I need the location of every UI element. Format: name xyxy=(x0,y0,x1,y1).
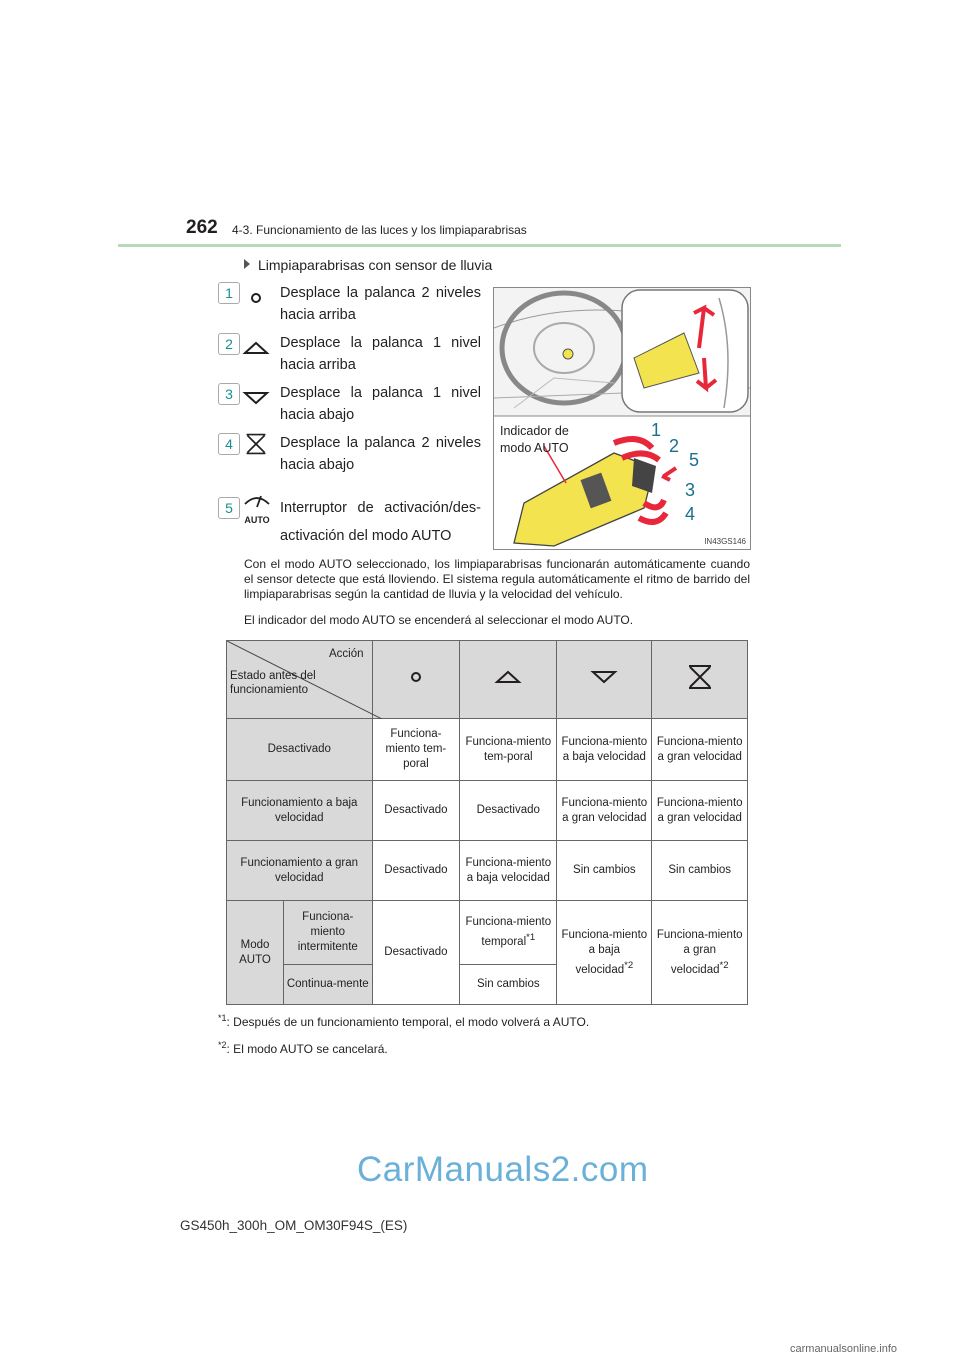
footnote-mark: *2 xyxy=(624,959,634,971)
auto-wiper-icon xyxy=(240,492,274,525)
table-cell xyxy=(652,901,748,1005)
table-cell: Funciona-miento a gran velocidad xyxy=(557,781,652,841)
triangle-up-icon xyxy=(241,336,271,360)
sub-label-continuous: Continua-mente xyxy=(284,965,373,1005)
row-label: Funcionamiento a gran velocidad xyxy=(227,841,373,901)
item-number-1: 1 xyxy=(218,282,240,304)
table-cell: Desactivado xyxy=(372,841,460,901)
model-code: GS450h_300h_OM_OM30F94S_(ES) xyxy=(180,1218,408,1233)
col-header-up xyxy=(460,641,557,719)
paragraph-1: Con el modo AUTO seleccionado, los limpiaparabrisas funcionarán automáticamente cuando el sensor detecte que está lloviendo. El sistema regula automáticamente el ritmo de barrido del limpiaparabrisas según la cantidad de lluvia y la velocidad del vehículo. xyxy=(244,557,750,601)
footnote-mark: *2 xyxy=(719,959,729,971)
lever-illustration xyxy=(494,288,750,549)
item-text-1: Desplace la palanca 2 niveles hacia arriba xyxy=(280,285,481,323)
mist-circle-icon xyxy=(401,667,431,687)
item-text-3: Desplace la palanca 1 nivel hacia abajo xyxy=(280,385,481,423)
col-header-double-down xyxy=(652,641,748,719)
table-cell: Desactivado xyxy=(372,901,460,1005)
table-row xyxy=(227,781,748,841)
item-text-5: Interruptor de activación/des-activación del modo AUTO xyxy=(280,500,481,544)
sub-label-intermittent: Funciona-miento intermitente xyxy=(284,901,373,965)
watermark: CarManuals2.com xyxy=(357,1150,649,1189)
footnote-mark: *1 xyxy=(218,1013,227,1023)
table-row xyxy=(227,841,748,901)
mist-circle-icon xyxy=(241,286,271,310)
table-cell xyxy=(557,901,652,1005)
auto-indicator-callout: Indicador de modo AUTO xyxy=(500,424,569,455)
table-cell: Sin cambios xyxy=(557,841,652,901)
double-triangle-down-icon xyxy=(241,432,271,456)
figure-number-4: 4 xyxy=(684,503,695,524)
item-number-2: 2 xyxy=(218,333,240,355)
paragraph-2: El indicador del modo AUTO se encenderá al seleccionar el modo AUTO. xyxy=(244,613,634,627)
section-title: 4-3. Funcionamiento de las luces y los limpiaparabrisas xyxy=(232,223,527,237)
table-cell: Funciona-miento a gran velocidad xyxy=(652,781,748,841)
table-cell: Desactivado xyxy=(372,781,460,841)
figure-code: IN43GS146 xyxy=(704,537,746,546)
table-cell: Sin cambios xyxy=(652,841,748,901)
table-cell xyxy=(460,901,557,965)
table-cell: Sin cambios xyxy=(460,965,557,1005)
item-number-4: 4 xyxy=(218,433,240,455)
item-number-5: 5 xyxy=(218,497,240,519)
subheading xyxy=(244,257,492,273)
triangle-up-icon xyxy=(493,667,523,687)
figure-number-2: 2 xyxy=(668,435,679,456)
footnote-text: : El modo AUTO se cancelará. xyxy=(226,1042,388,1056)
cell-text: Funciona-miento temporal xyxy=(465,916,552,948)
subheading-text: Limpiaparabrisas con sensor de lluvia xyxy=(258,257,493,273)
table-cell: Funciona-miento tem-poral xyxy=(460,719,557,781)
table-corner xyxy=(227,641,373,719)
watermark-site: carmanualsonline.info xyxy=(790,1343,898,1355)
row-label-auto: Modo AUTO xyxy=(227,901,284,1005)
col-header-mist xyxy=(372,641,460,719)
footnote-text: : Después de un funcionamiento temporal, el modo volverá a AUTO. xyxy=(226,1015,590,1029)
col-header-down xyxy=(557,641,652,719)
table-row xyxy=(227,719,748,781)
page-number: 262 xyxy=(186,217,218,238)
figure-number-1: 1 xyxy=(650,419,661,440)
double-triangle-down-icon xyxy=(685,663,715,691)
figure-number-3: 3 xyxy=(684,479,695,500)
footnote-mark: *1 xyxy=(526,932,536,944)
cell-text: Funciona-miento a baja velocidad xyxy=(561,928,648,976)
table-cell: Funciona-miento tem-poral xyxy=(372,719,460,781)
corner-bottom-label: Estado antes del funcionamiento xyxy=(230,670,316,696)
corner-top-label: Acción xyxy=(328,648,364,660)
auto-label: AUTO xyxy=(244,515,270,525)
wiper-lever-figure xyxy=(493,287,751,550)
triangle-down-icon xyxy=(589,667,619,687)
action-table xyxy=(226,640,748,1005)
figure-number-5: 5 xyxy=(688,449,699,470)
triangle-down-icon xyxy=(241,386,271,410)
header-rule xyxy=(118,244,841,247)
item-text-4: Desplace la palanca 2 niveles hacia abajo xyxy=(280,435,481,473)
table-cell: Funciona-miento a baja velocidad xyxy=(460,841,557,901)
row-label: Funcionamiento a baja velocidad xyxy=(227,781,373,841)
footnote-1 xyxy=(218,1013,589,1029)
table-row xyxy=(227,901,748,965)
triangle-bullet-icon xyxy=(244,259,250,269)
row-label: Desactivado xyxy=(227,719,373,781)
table-cell: Desactivado xyxy=(460,781,557,841)
table-cell: Funciona-miento a gran velocidad xyxy=(652,719,748,781)
cell-text: Funciona-miento a gran velocidad xyxy=(656,928,743,976)
item-text-2: Desplace la palanca 1 nivel hacia arriba xyxy=(280,335,481,373)
footnote-mark: *2 xyxy=(218,1040,227,1050)
item-number-3: 3 xyxy=(218,383,240,405)
table-cell: Funciona-miento a baja velocidad xyxy=(557,719,652,781)
footnote-2 xyxy=(218,1040,388,1056)
